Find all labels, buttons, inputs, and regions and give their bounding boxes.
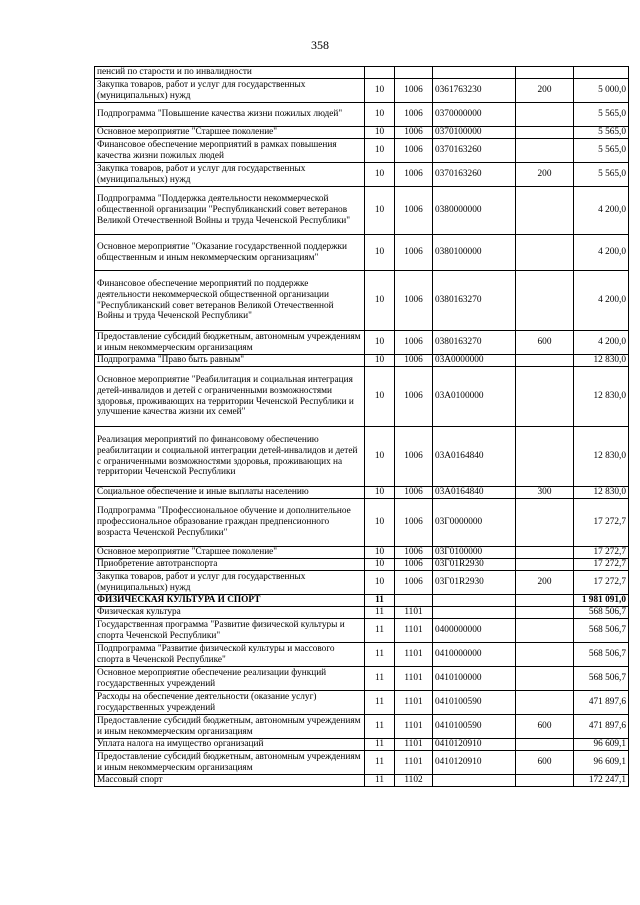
row-target-code: 03Г01R2930 [433, 559, 516, 571]
row-expense-type [516, 187, 574, 235]
table-row [95, 271, 629, 331]
row-name: Основное мероприятие "Старшее поколение" [95, 547, 365, 559]
row-expense-type: 200 [516, 163, 574, 187]
row-name: Финансовое обеспечение мероприятий по поддержке деятельности некоммерческой общественной организации "Республиканский совет ветеранов Великой Отечественной Войны и труда Чеченской Республики" [95, 271, 365, 331]
row-section: 10 [365, 187, 395, 235]
table-row [95, 643, 629, 667]
row-expense-type [516, 607, 574, 619]
row-subsection: 1101 [395, 607, 433, 619]
row-name: Реализация мероприятий по финансовому обеспечению реабилитации и социальной интеграции детей-инвалидов и детей с ограниченными возможностями здоровья, проживающих на территории Чеченской Республики [95, 427, 365, 487]
row-expense-type [516, 67, 574, 79]
row-subsection: 1006 [395, 355, 433, 367]
row-amount: 568 506,7 [574, 667, 629, 691]
row-target-code [433, 775, 516, 787]
row-expense-type [516, 667, 574, 691]
row-target-code: 0380000000 [433, 187, 516, 235]
row-name: Расходы на обеспечение деятельности (оказание услуг) государственных учреждений [95, 691, 365, 715]
row-name: Социальное обеспечение и иные выплаты населению [95, 487, 365, 499]
table-row [95, 619, 629, 643]
row-amount: 5 565,0 [574, 139, 629, 163]
row-target-code: 03А0164840 [433, 487, 516, 499]
row-name: Основное мероприятие обеспечение реализации функций государственных учреждений [95, 667, 365, 691]
row-subsection: 1006 [395, 163, 433, 187]
row-expense-type: 200 [516, 571, 574, 595]
table-row [95, 103, 629, 127]
row-subsection: 1101 [395, 643, 433, 667]
row-subsection: 1006 [395, 559, 433, 571]
row-subsection [395, 595, 433, 607]
row-target-code: 03Г0000000 [433, 499, 516, 547]
row-amount: 12 830,0 [574, 355, 629, 367]
row-section: 10 [365, 571, 395, 595]
row-name: пенсий по старости и по инвалидности [95, 67, 365, 79]
row-expense-type: 200 [516, 79, 574, 103]
table-row [95, 355, 629, 367]
row-subsection: 1101 [395, 739, 433, 751]
row-amount: 96 609,1 [574, 751, 629, 775]
table-row [95, 739, 629, 751]
row-amount: 172 247,1 [574, 775, 629, 787]
row-subsection: 1101 [395, 619, 433, 643]
row-name: Основное мероприятие "Реабилитация и социальная интеграция детей-инвалидов и детей с ограниченными возможностями здоровья, проживающих на территории Чеченской Республики и улучшение качества жизни их семей" [95, 367, 365, 427]
row-target-code: 0410120910 [433, 739, 516, 751]
table-row [95, 331, 629, 355]
row-target-code [433, 67, 516, 79]
row-subsection: 1006 [395, 547, 433, 559]
row-amount: 17 272,7 [574, 547, 629, 559]
row-name: Предоставление субсидий бюджетным, автономным учреждениям и иным некоммерческим организациям [95, 715, 365, 739]
table-row [95, 499, 629, 547]
row-name: Массовый спорт [95, 775, 365, 787]
row-target-code: 0400000000 [433, 619, 516, 643]
row-subsection: 1006 [395, 499, 433, 547]
row-amount: 96 609,1 [574, 739, 629, 751]
row-section: 11 [365, 643, 395, 667]
row-expense-type [516, 355, 574, 367]
table-row [95, 139, 629, 163]
row-section: 11 [365, 751, 395, 775]
row-subsection: 1101 [395, 691, 433, 715]
table-row [95, 595, 629, 607]
row-section: 10 [365, 127, 395, 139]
row-expense-type: 300 [516, 487, 574, 499]
row-amount: 5 565,0 [574, 127, 629, 139]
row-expense-type [516, 643, 574, 667]
row-name: Подпрограмма "Профессиональное обучение и дополнительное профессиональное образование граждан предпенсионного возраста Чеченской Республики" [95, 499, 365, 547]
row-subsection: 1006 [395, 103, 433, 127]
row-section: 11 [365, 667, 395, 691]
row-section: 11 [365, 619, 395, 643]
row-section: 11 [365, 715, 395, 739]
row-target-code: 03А0100000 [433, 367, 516, 427]
row-expense-type [516, 139, 574, 163]
row-expense-type: 600 [516, 751, 574, 775]
row-subsection: 1006 [395, 487, 433, 499]
table-row [95, 775, 629, 787]
row-target-code: 0410120910 [433, 751, 516, 775]
table-row [95, 607, 629, 619]
row-name: Закупка товаров, работ и услуг для государственных (муниципальных) нужд [95, 571, 365, 595]
table-row [95, 547, 629, 559]
row-expense-type [516, 127, 574, 139]
row-section: 10 [365, 427, 395, 487]
row-name: Государственная программа "Развитие физической культуры и спорта Чеченской Республики" [95, 619, 365, 643]
table-row [95, 559, 629, 571]
row-name: Финансовое обеспечение мероприятий в рамках повышения качества жизни пожилых людей [95, 139, 365, 163]
table-row [95, 367, 629, 427]
table-row [95, 127, 629, 139]
table-row [95, 487, 629, 499]
row-subsection [395, 67, 433, 79]
row-name: Закупка товаров, работ и услуг для государственных (муниципальных) нужд [95, 79, 365, 103]
row-section: 10 [365, 79, 395, 103]
row-expense-type [516, 559, 574, 571]
row-target-code [433, 595, 516, 607]
table-row [95, 163, 629, 187]
row-target-code: 0370163260 [433, 139, 516, 163]
row-section: 10 [365, 271, 395, 331]
row-section: 10 [365, 331, 395, 355]
row-amount: 471 897,6 [574, 691, 629, 715]
row-subsection: 1006 [395, 331, 433, 355]
row-name: Основное мероприятие "Старшее поколение" [95, 127, 365, 139]
row-expense-type [516, 271, 574, 331]
row-name: Подпрограмма "Повышение качества жизни пожилых людей" [95, 103, 365, 127]
row-section: 10 [365, 103, 395, 127]
row-name: Подпрограмма "Право быть равным" [95, 355, 365, 367]
row-expense-type [516, 499, 574, 547]
row-amount: 1 981 091,0 [574, 595, 629, 607]
row-subsection: 1101 [395, 715, 433, 739]
row-amount: 5 565,0 [574, 163, 629, 187]
row-section: 11 [365, 775, 395, 787]
row-subsection: 1101 [395, 751, 433, 775]
row-name: Подпрограмма "Развитие физической культуры и массового спорта в Чеченской Республике" [95, 643, 365, 667]
row-name: Уплата налога на имущество организаций [95, 739, 365, 751]
row-target-code [433, 607, 516, 619]
row-target-code: 0380163270 [433, 331, 516, 355]
row-amount: 12 830,0 [574, 367, 629, 427]
row-amount: 568 506,7 [574, 607, 629, 619]
row-subsection: 1006 [395, 139, 433, 163]
page-number: 358 [311, 38, 329, 52]
row-section: 11 [365, 607, 395, 619]
row-subsection: 1006 [395, 235, 433, 271]
row-name: Приобретение автотранспорта [95, 559, 365, 571]
row-amount: 5 000,0 [574, 79, 629, 103]
row-target-code: 03А0000000 [433, 355, 516, 367]
row-subsection: 1101 [395, 667, 433, 691]
row-amount: 4 200,0 [574, 271, 629, 331]
row-expense-type: 600 [516, 331, 574, 355]
row-amount [574, 67, 629, 79]
row-expense-type [516, 103, 574, 127]
row-amount: 5 565,0 [574, 103, 629, 127]
row-target-code: 0370000000 [433, 103, 516, 127]
table-row [95, 571, 629, 595]
row-name: Физическая культура [95, 607, 365, 619]
table-row [95, 235, 629, 271]
row-target-code: 0410100590 [433, 691, 516, 715]
table-row [95, 79, 629, 103]
row-name: ФИЗИЧЕСКАЯ КУЛЬТУРА И СПОРТ [95, 595, 365, 607]
table-row [95, 427, 629, 487]
row-expense-type: 600 [516, 715, 574, 739]
row-name: Предоставление субсидий бюджетным, автономным учреждениям и иным некоммерческим организациям [95, 751, 365, 775]
row-expense-type [516, 235, 574, 271]
row-target-code: 0410100000 [433, 667, 516, 691]
row-amount: 4 200,0 [574, 331, 629, 355]
row-expense-type [516, 775, 574, 787]
row-amount: 568 506,7 [574, 643, 629, 667]
row-amount: 4 200,0 [574, 187, 629, 235]
row-target-code: 0410000000 [433, 643, 516, 667]
row-name: Предоставление субсидий бюджетным, автономным учреждениям и иным некоммерческим организациям [95, 331, 365, 355]
row-amount: 4 200,0 [574, 235, 629, 271]
row-subsection: 1006 [395, 427, 433, 487]
row-target-code: 03Г0100000 [433, 547, 516, 559]
table-row [95, 691, 629, 715]
table-row [95, 187, 629, 235]
row-target-code: 03А0164840 [433, 427, 516, 487]
row-expense-type [516, 595, 574, 607]
row-amount: 17 272,7 [574, 499, 629, 547]
row-expense-type [516, 739, 574, 751]
row-expense-type [516, 691, 574, 715]
row-subsection: 1006 [395, 127, 433, 139]
row-subsection: 1006 [395, 187, 433, 235]
row-section [365, 67, 395, 79]
row-section: 10 [365, 487, 395, 499]
row-section: 10 [365, 499, 395, 547]
row-section: 10 [365, 547, 395, 559]
row-section: 11 [365, 739, 395, 751]
row-amount: 12 830,0 [574, 487, 629, 499]
row-amount: 12 830,0 [574, 427, 629, 487]
row-name: Закупка товаров, работ и услуг для государственных (муниципальных) нужд [95, 163, 365, 187]
budget-table [94, 66, 629, 787]
row-expense-type [516, 367, 574, 427]
row-expense-type [516, 547, 574, 559]
row-subsection: 1006 [395, 271, 433, 331]
row-expense-type [516, 619, 574, 643]
row-target-code: 0380163270 [433, 271, 516, 331]
row-section: 10 [365, 559, 395, 571]
row-target-code: 03Г01R2930 [433, 571, 516, 595]
row-amount: 17 272,7 [574, 559, 629, 571]
row-section: 10 [365, 355, 395, 367]
table-row [95, 667, 629, 691]
row-name: Подпрограмма "Поддержка деятельности некоммерческой общественной организации "Республиканский совет ветеранов Великой Отечественной Войны и труда Чеченской Республики" [95, 187, 365, 235]
row-amount: 17 272,7 [574, 571, 629, 595]
table-row [95, 67, 629, 79]
row-target-code: 0410100590 [433, 715, 516, 739]
row-subsection: 1102 [395, 775, 433, 787]
row-amount: 568 506,7 [574, 619, 629, 643]
row-target-code: 0370163260 [433, 163, 516, 187]
row-section: 10 [365, 235, 395, 271]
row-section: 10 [365, 139, 395, 163]
table-body [95, 67, 629, 787]
row-subsection: 1006 [395, 367, 433, 427]
row-section: 11 [365, 595, 395, 607]
row-section: 11 [365, 691, 395, 715]
row-target-code: 0361763230 [433, 79, 516, 103]
row-section: 10 [365, 163, 395, 187]
row-expense-type [516, 427, 574, 487]
row-target-code: 0370100000 [433, 127, 516, 139]
table-row [95, 715, 629, 739]
table-row [95, 751, 629, 775]
row-subsection: 1006 [395, 571, 433, 595]
row-name: Основное мероприятие "Оказание государственной поддержки общественным и иным некоммерческим организациям" [95, 235, 365, 271]
row-section: 10 [365, 367, 395, 427]
row-target-code: 0380100000 [433, 235, 516, 271]
row-amount: 471 897,6 [574, 715, 629, 739]
row-subsection: 1006 [395, 79, 433, 103]
